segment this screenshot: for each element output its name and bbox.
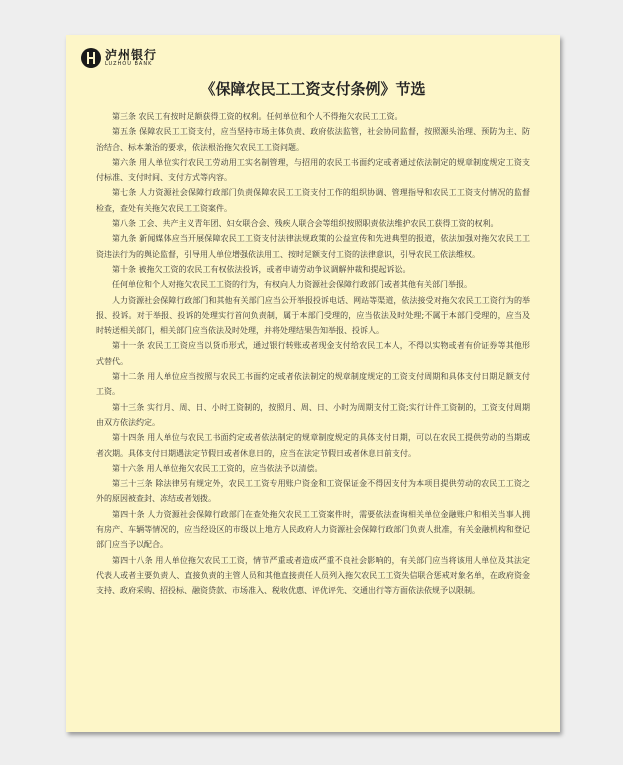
paragraph: 第十二条 用人单位应当按照与农民工书面约定或者依法制定的规章制度规定的工资支付周期和具体支付日期足额支付工资。 xyxy=(96,372,530,397)
paragraph: 第十条 被拖欠工资的农民工有权依法投诉，或者申请劳动争议调解仲裁和提起诉讼。 xyxy=(112,264,411,274)
paragraph: 第十六条 用人单位拖欠农民工工资的，应当依法予以清偿。 xyxy=(112,463,323,473)
paragraph: 第十三条 实行月、周、日、小时工资制的，按照月、周、日、小时为周期支付工资;实行计件工资制的，工资支付周期由双方依法约定。 xyxy=(96,402,530,427)
page-title: 《保障农民工工资支付条例》节选 xyxy=(200,80,426,98)
paragraph: 第三条 农民工有按时足额获得工资的权利。任何单位和个人不得拖欠农民工工资。 xyxy=(112,112,403,121)
bank-logo xyxy=(81,48,157,68)
paragraph: 人力资源社会保障行政部门和其他有关部门应当公开举报投诉电话、网站等渠道，依法接受对拖欠农民工工资行为的举报、投诉。对于举报、投诉的处理实行首问负责制，属于本部门受理的，应当依法及时处理;不属于本部门受理的，应当及时转送相关部门，相关部门应当依法及时处理，并将处理结果告知举报、投诉人。 xyxy=(96,295,530,336)
paragraph: 第十一条 农民工工资应当以货币形式，通过银行转账或者现金支付给农民工本人，不得以实物或者有价证券等其他形式替代。 xyxy=(96,341,530,366)
paragraph: 任何单位和个人对拖欠农民工工资的行为，有权向人力资源社会保障行政部门或者其他有关部门举报。 xyxy=(112,280,472,290)
paragraph: 第五条 保障农民工工资支付，应当坚持市场主体负责、政府依法监管，社会协同监督，按照源头治理、预防为主、防治结合、标本兼治的要求，依法根治拖欠农民工工资问题。 xyxy=(96,127,530,152)
bank-emblem-icon xyxy=(81,48,101,68)
notice-poster xyxy=(66,35,560,732)
regulation-text xyxy=(96,109,530,599)
paragraph: 第十四条 用人单位与农民工书面约定或者依法制定的规章制度规定的具体支付日期，可以在农民工提供劳动的当期或者次期。具体支付日期遇法定节假日或者休息日的，应当在法定节假日或者休息日前支付。 xyxy=(96,433,530,458)
bank-name-cn: 泸州银行 xyxy=(105,48,158,62)
paragraph: 第九条 新闻媒体应当开展保障农民工工资支付法律法规政策的公益宣传和先进典型的报道，依法加强对拖欠农民工工资违法行为的舆论监督，引导用人单位增强依法用工、按时足额支付工资的法律意识，引导农民工依法维权。 xyxy=(96,234,530,259)
paragraph: 第四十八条 用人单位拖欠农民工工资，情节严重或者造成严重不良社会影响的，有关部门应当将该用人单位及其法定代表人或者主要负责人、直接负责的主管人员和其他直接责任人员列入拖欠农民工工资失信联合惩戒对象名单，在政府资金支持、政府采购、招投标、融资贷款、市场准入、税收优惠、评优评先、交通出行等方面依法依规予以限制。 xyxy=(96,555,530,596)
bank-name-en: LUZHOU BANK xyxy=(105,61,153,67)
paragraph: 第七条 人力资源社会保障行政部门负责保障农民工工资支付工作的组织协调、管理指导和农民工工资支付情况的监督检查，查处有关拖欠农民工工资案件。 xyxy=(96,188,530,213)
paragraph: 第八条 工会、共产主义青年团、妇女联合会、残疾人联合会等组织按照职责依法维护农民工获得工资的权利。 xyxy=(112,219,499,229)
paragraph: 第三十三条 除法律另有规定外，农民工工资专用账户资金和工资保证金不得因支付为本项目提供劳动的农民工工资之外的原因被查封、冻结或者划拨。 xyxy=(96,479,530,504)
paragraph: 第六条 用人单位实行农民工劳动用工实名制管理，与招用的农民工书面约定或者通过依法制定的规章制度规定工资支付标准、支付时间、支付方式等内容。 xyxy=(96,157,530,183)
paragraph: 第四十条 人力资源社会保障行政部门在查处拖欠农民工工资案件时，需要依法查询相关单位金融账户和相关当事人拥有房产、车辆等情况的，应当经设区的市级以上地方人民政府人力资源社会保障行政部门负责人批准，有关金融机构和登记部门应当予以配合。 xyxy=(96,509,530,550)
